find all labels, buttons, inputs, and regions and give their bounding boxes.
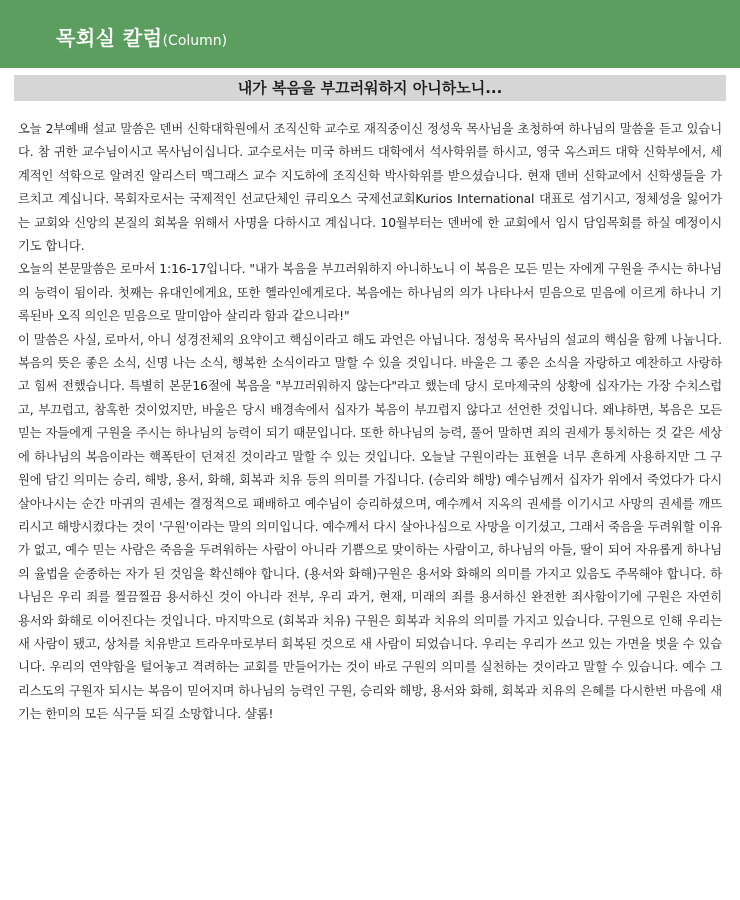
column-header [0, 0, 740, 68]
article-paragraph: 오늘의 본문말씀은 로마서 1:16-17입니다. "내가 복음을 부끄러워하지 아니하노니 이 복음은 모든 믿는 자에게 구원을 주시는 하나님의 능력이 됨이라. 첫째는 유대인에게요, 또한 헬라인에게로다. 복음에는 하나님의 의가 나타나서 믿음으로 믿음에 이르게 하나니 기록된바 오직 의인은 믿음으로 말미암아 살리라 함과 같으니라!" [18, 262, 722, 324]
column-header-title [56, 22, 227, 51]
header-title-sub: (Column) [162, 33, 228, 49]
article-body [18, 118, 722, 727]
article-title: 내가 복음을 부끄러워하지 아니하노니... [14, 75, 726, 101]
article-paragraph: 오늘 2부예배 설교 말씀은 덴버 신학대학원에서 조직신학 교수로 재직중이신 정성욱 목사님을 초청하여 하나님의 말씀을 듣고 있습니다. 참 귀한 교수님이시고 목사님이십니다. 교수로서는 미국 하버드 대학에서 석사학위를 하시고, 영국 옥스퍼드 대학 신학부에서, 세계적인 석학으로 알려진 알리스터 맥그래스 교수 지도하에 조직신학 박사학위를 받으셨습니다. 현재 덴버 신학교에서 신학생들을 가르치고 계십니다. 목회자로서는 국제적인 선교단체인 큐리오스 국제선교회Kurios International 대표로 섬기시고, 정체성을 잃어가는 교회와 신앙의 본질의 회복을 위해서 사명을 다하시고 계십니다. 10월부터는 덴버에 한 교회에서 임시 담임목회를 하실 예정이시기도 합니다. [18, 122, 722, 254]
header-title-main: 목회실 칼럼 [56, 26, 163, 50]
article-paragraph: 이 말씀은 사실, 로마서, 아니 성경전체의 요약이고 핵심이라고 해도 과언은 아닙니다. 정성욱 목사님의 설교의 핵심을 함께 나눕니다. 복음의 뜻은 좋은 소식, 신명 나는 소식, 행복한 소식이라고 말할 수 있을 것입니다. 바울은 그 좋은 소식을 자랑하고 예찬하고 사랑하고 힘써 전했습니다. 특별히 본문16절에 복음을 "부끄러워하지 않는다"라고 했는데 당시 로마제국의 상황에 십자가는 가장 수치스럽고, 부끄럽고, 참혹한 것이었지만, 바울은 당시 배경속에서 십자가 복음이 부끄럽지 않다고 선언한 것입니다. 왜냐하면, 복음은 모든 믿는 자들에게 구원을 주시는 하나님의 능력이 되기 때문입니다. 또한 하나님의 능력, 풀어 말하면 죄의 권세가 통치하는 것 같은 세상에 하나님의 복음이라는 핵폭탄이 던져진 것이라고 말할 수 있는 것입니다. 오늘날 구원이라는 표현을 너무 흔하게 사용하지만 그 구원에 담긴 의미는 승리, 해방, 용서, 화해, 회복과 치유 등의 의미를 가집니다. (승리와 해방) 예수님께서 십자가 위에서 죽었다가 다시 살아나시는 순간 마귀의 권세는 결정적으로 패배하고 예수님이 승리하셨으며, 예수께서 지옥의 권세를 이기시고 사망의 권세를 깨뜨리시고 해방시켰다는 것이 '구원'이라는 말의 의미입니다. 예수께서 다시 살아나심으로 사망을 이기셨고, 그래서 죽음을 두려워할 이유가 없고, 예수 믿는 사람은 죽음을 두려워하는 사람이 아니라 기쁨으로 맞이하는 사람이고, 하나님의 아들, 딸이 되어 자유롭게 하나님의 율법을 순종하는 자가 된 것임을 확신해야 합니다. (용서와 화해)구원은 용서와 화해의 의미를 가지고 있음도 주목해야 합니다. 하나님은 우리 죄를 찔끔찔끔 용서하신 것이 아니라 전부, 우리 과거, 현재, 미래의 죄를 용서하신 완전한 죄사함이기에 구원은 자연히 용서와 화해로 이어진다는 것입니다. 마지막으로 (회복과 치유) 구원은 회복과 치유의 의미를 가지고 있습니다. 구원으로 인해 우리는 새 사람이 됐고, 상처를 치유받고 트라우마로부터 회복된 것으로 새 사람이 되었습니다. 우리는 우리가 쓰고 있는 가면을 벗을 수 있습니다. 우리의 연약함을 털어놓고 격려하는 교회를 만들어가는 것이 바로 구원의 의미를 실천하는 것이라고 말할 수 있습니다. 예수 그리스도의 구원자 되시는 복음이 믿어지며 하나님의 능력인 구원, 승리와 해방, 용서와 화해, 회복과 치유의 은혜를 다시한번 마음에 새기는 한미의 모든 식구들 되길 소망합니다. 샬롬! [18, 332, 722, 722]
